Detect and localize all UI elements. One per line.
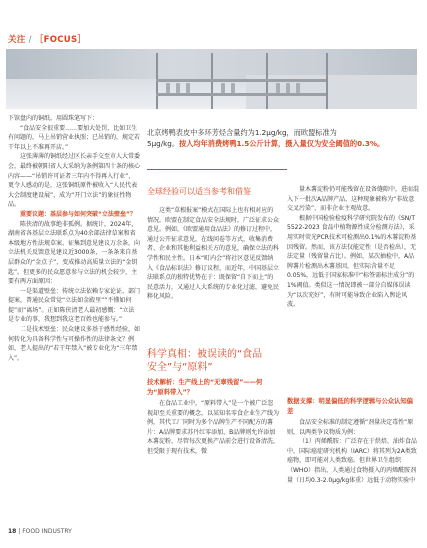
column-right-body-1 [287, 185, 419, 310]
paragraph: 这张薄薄的铜纸经过区长亲手交至市人大常委会，最终被朝阳省人大采纳为条例第四十条的核心内容——“吊销许可证者三年内不得再入行业”，更令人感动的是，这张铜纸原件被收入“人民代表大会制度建设展”，成为“开门立法”的象征性物品。 [8, 153, 141, 209]
page-footer [8, 528, 72, 535]
paragraph: 二是技术壁垒：民众建议多基于感性经验，如何转化为具备科学性与可操作性的法律条文？例如，老人提出的“若干年禁入”被专业化为“三年禁入”。 [8, 326, 141, 362]
paragraph: 根据中国检验检疫科学研究院发布的《SN/T 5522-2023 食品中植物源性成分检测方法》，采用实时荧光PCR技术可检测出0.1%的木薯淀粉基因残留。然而，该方法仅能定性（是否检出），无法定量（残留量占比）。例如，某次抽检中，A品牌薯片检测出木薯基因，但实际含量不足0.05%，远低于国家标准中“标签需标注成分”的1%阈值。类似这一情况即被一部分自媒体误读为“以次充好”，有时可能导致企业陷入舆论风波。 [287, 214, 417, 309]
paragraph: 在食品工业中，“原料带入”是一个被广泛忽视却至关重要的概念，以某知名零食企业生产线为例，其代工厂同时为多个品牌生产不同配方的薯片：A品牌要求苏丹红零添加，B品牌则允许添加木薯淀粉，尽管每次更换产品前会进行设备清洗，但受限于现有技术，微 [147, 400, 280, 455]
quote-highlight: 按人均年消费烤鸭1.5公斤计算，摄入量仅为安全阈值的0.3%。 [179, 139, 385, 148]
column-middle-body-2 [147, 399, 279, 457]
page-number: 18 [8, 528, 17, 535]
paragraph: 一是渠道壁垒：传统立法依赖专家论证、部门提案，普通民众常觉“立法如金殿里”“不懂如何提”而“离场”。正如陈侠清老人最初感慨：“立法是专业的事，我想到我这老百姓也能参与。” [8, 287, 141, 324]
section-divider: / [28, 35, 32, 45]
column-right-body-2 [287, 418, 419, 485]
quote-line-1: 北京烤鸭表皮中多环芳烃含量约为1.2μg/kg，而欧盟标准为 [147, 128, 337, 137]
paragraph: （1）丙烯酰胺：广泛存在于烘焙、油炸食品中，国际癌症研究机构（IARC）将其列为2A类致癌物，即可能对人类致癌。但世界卫生组织（WHO）指出，人类通过食物摄入的丙烯酰胺剂量（日均0.3-2.0μg/kg体重）远低于动物实验中 [287, 438, 417, 484]
heading-science-2: 安全”与“原料” [147, 362, 213, 373]
paragraph: “食品安全很重要……要加大处罚，比如卫生有问题的，马上吊销营业执照；已吊销的，规定若干年以上不准再开店。” [8, 124, 141, 151]
paragraph: 食品安全标准的制定遵循“剂量决定毒性”原则，以两类争议物质为例： [287, 419, 414, 436]
paragraph: 这类“草根报案”模式在国际上也有相对应的情况。欧盟在制定食品安全法规时，广泛征求公众意见。例如，《欧盟通用食品法》的修订过程中，通过公开征求意见，在线问卷等方式，收集消费者、企业和其他利益相关方的意见，确保立法的科学性和民主性。日本“町内会”将社区意见反馈纳入《食品标识法》修订议程，而近年，中国基层立法联系点的独特优势在于：既保留“自下而上”的民意活力，又通过人大系统的专业化过滤，避免民粹化风险。 [147, 207, 280, 301]
section-label-en: FOCUS [43, 35, 78, 45]
paragraph: 量木薯淀粉仍可能残留在设备缝隙中，进而混入下一批次A品牌产品，这种现象被称为“非故意交叉污染”，而非企业主观故意。 [287, 186, 420, 213]
heading-science-1: 科学真相：被误读的“食品 [147, 349, 263, 360]
quote-rule [147, 169, 287, 170]
header-photo [6, 49, 417, 109]
column-middle-body-1 [147, 206, 279, 302]
paragraph: 陈侠清的故事绝非孤例。据统计，2024年，湖南省各基层立法联系点为40余部法律草案和省本级地方性法规草案、征集到意见建议万余条，向立法机关反馈意见建议近3000条，一条条来自基层群众的“金点子”，变成推动高质量立法的“金钥匙”。但更多的民众愿意参与立法的机会较少，主要有两方面原因： [8, 220, 141, 286]
paragraph: 下馆盘内的铜纸。用圆珠笔写下： [8, 115, 99, 122]
heading-global-experience: 全球经验可以适当参考和借鉴 [147, 187, 251, 196]
quote-line-2: 5μg/kg。 [147, 139, 180, 148]
section-subheading: 重要议题：基层参与如何突破“立法壁垒”？ [20, 210, 136, 218]
subheading-data: 数据支撑：明显偏低的科学逻辑与公众认知偏差 [287, 398, 413, 415]
section-header: 关注 / ［FOCUS］ [8, 35, 87, 45]
section-label-cn: 关注 [8, 35, 26, 45]
column-left [8, 114, 140, 363]
publication-name: FOOD INDUSTRY [22, 528, 72, 535]
footer-divider: | [18, 528, 21, 535]
pull-quote [147, 127, 419, 149]
subheading-technical: 技术解析：生产线上的“无辜残留”——何为“原料带入”？ [147, 379, 263, 396]
